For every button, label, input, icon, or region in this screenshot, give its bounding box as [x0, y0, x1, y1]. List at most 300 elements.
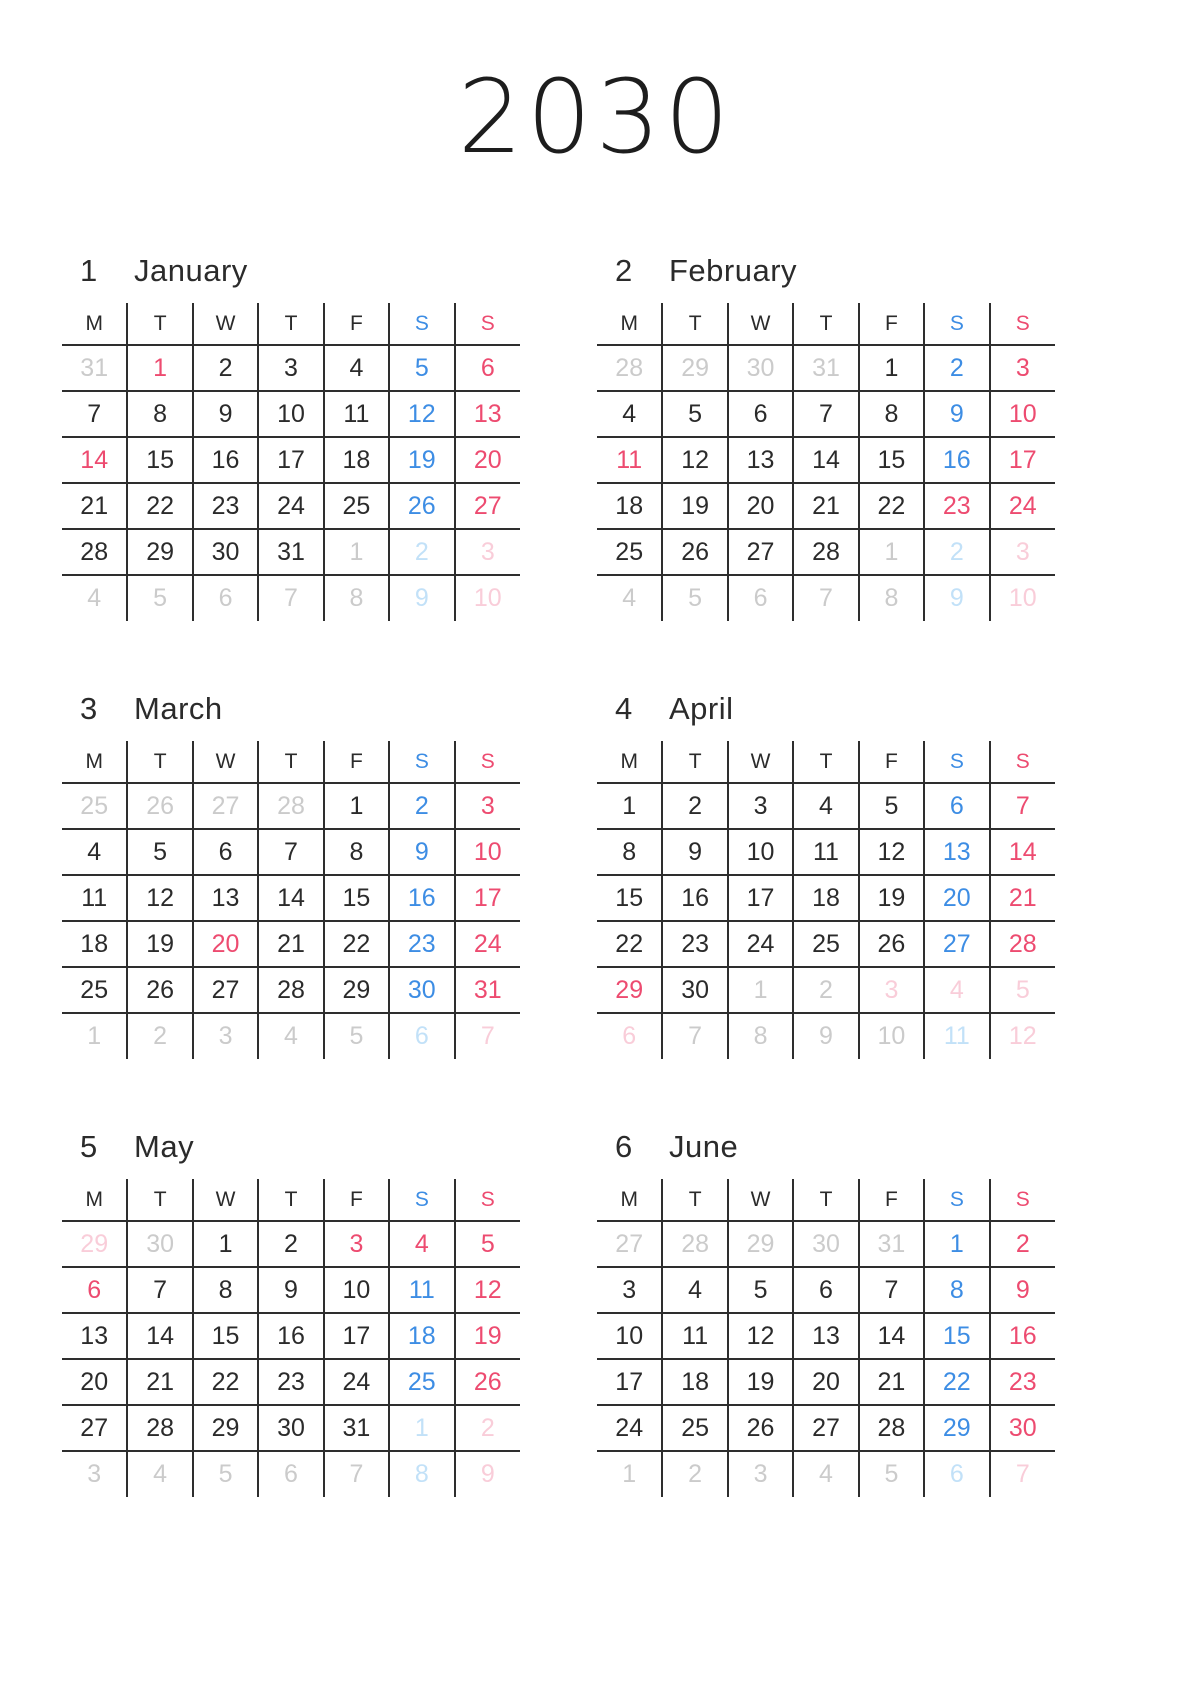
weekday-header: S — [924, 1179, 989, 1221]
month-weeks — [597, 1221, 1055, 1497]
weekday-header: S — [924, 303, 989, 345]
day-cell: 14 — [62, 437, 127, 483]
weekday-header: S — [990, 741, 1055, 783]
weekday-header-row — [62, 303, 520, 345]
month-name: April — [669, 691, 734, 726]
day-cell: 20 — [62, 1359, 127, 1405]
day-cell: 1 — [324, 529, 389, 575]
day-cell: 4 — [924, 967, 989, 1013]
day-cell: 28 — [258, 967, 323, 1013]
day-cell: 29 — [662, 345, 727, 391]
month-june — [597, 1129, 1055, 1497]
day-cell: 13 — [793, 1313, 858, 1359]
day-cell: 23 — [990, 1359, 1055, 1405]
week-row — [62, 1359, 520, 1405]
week-row — [62, 529, 520, 575]
day-cell: 23 — [193, 483, 258, 529]
day-cell: 12 — [127, 875, 192, 921]
month-name: February — [669, 253, 798, 288]
day-cell: 27 — [193, 967, 258, 1013]
week-row — [597, 391, 1055, 437]
day-cell: 25 — [324, 483, 389, 529]
day-cell: 10 — [473, 584, 502, 612]
week-row — [597, 829, 1055, 875]
day-cell: 22 — [924, 1359, 989, 1405]
day-cell: 30 — [258, 1405, 323, 1451]
day-cell: 28 — [597, 345, 662, 391]
day-cell: 6 — [258, 1451, 323, 1497]
day-cell: 22 — [597, 921, 662, 967]
day-cell: 10 — [728, 829, 793, 875]
day-cell: 26 — [662, 529, 727, 575]
day-cell: 18 — [793, 875, 858, 921]
day-cell: 10 — [455, 829, 520, 875]
weekday-header: W — [728, 303, 793, 345]
week-row — [62, 345, 520, 391]
day-cell: 9 — [990, 1267, 1055, 1313]
day-cell: 2 — [662, 783, 727, 829]
day-cell: 22 — [859, 483, 924, 529]
day-cell: 4 — [662, 1267, 727, 1313]
day-cell: 28 — [62, 529, 127, 575]
day-cell: 7 — [793, 575, 858, 621]
day-cell: 10 — [324, 1267, 389, 1313]
day-cell: 7 — [62, 391, 127, 437]
day-cell: 28 — [662, 1221, 727, 1267]
day-cell: 5 — [662, 391, 727, 437]
day-cell: 23 — [924, 483, 989, 529]
day-cell: 6 — [793, 1267, 858, 1313]
day-cell: 4 — [793, 783, 858, 829]
day-cell: 5 — [662, 575, 727, 621]
day-cell: 4 — [324, 345, 389, 391]
month-table — [597, 741, 1055, 1059]
day-cell: 9 — [389, 829, 454, 875]
week-row — [597, 345, 1055, 391]
day-cell: 4 — [597, 575, 662, 621]
week-row — [597, 483, 1055, 529]
day-cell: 23 — [258, 1359, 323, 1405]
weekday-header: S — [455, 741, 520, 783]
day-cell: 6 — [728, 391, 793, 437]
weekday-header-row — [597, 303, 1055, 345]
day-cell: 24 — [728, 921, 793, 967]
day-cell: 21 — [127, 1359, 192, 1405]
day-cell: 15 — [859, 437, 924, 483]
day-cell: 14 — [859, 1313, 924, 1359]
day-cell: 30 — [793, 1221, 858, 1267]
day-cell: 7 — [324, 1451, 389, 1497]
day-cell: 8 — [324, 575, 389, 621]
month-february — [597, 253, 1055, 621]
day-cell: 21 — [859, 1359, 924, 1405]
day-cell: 8 — [728, 1013, 793, 1059]
day-cell: 18 — [662, 1359, 727, 1405]
weekday-header: T — [258, 741, 323, 783]
month-title — [62, 253, 520, 289]
weekday-header: F — [324, 303, 389, 345]
weekday-header: T — [258, 303, 323, 345]
day-cell: 27 — [793, 1405, 858, 1451]
week-row — [597, 1013, 1055, 1059]
day-cell: 14 — [127, 1313, 192, 1359]
day-cell: 1 — [324, 783, 389, 829]
weekday-header: F — [324, 1179, 389, 1221]
weekday-header: S — [990, 1179, 1055, 1221]
day-cell: 2 — [924, 345, 989, 391]
day-cell: 27 — [728, 529, 793, 575]
weekday-header: W — [193, 303, 258, 345]
day-cell: 19 — [127, 921, 192, 967]
week-row — [62, 575, 520, 621]
week-row — [62, 1267, 520, 1313]
week-row — [597, 1451, 1055, 1497]
day-cell: 11 — [924, 1013, 989, 1059]
day-cell: 10 — [258, 391, 323, 437]
day-cell: 16 — [924, 437, 989, 483]
day-cell: 19 — [728, 1359, 793, 1405]
day-cell: 25 — [389, 1359, 454, 1405]
day-cell: 2 — [793, 967, 858, 1013]
day-cell: 14 — [990, 829, 1055, 875]
week-row — [62, 921, 520, 967]
day-cell: 7 — [1015, 1460, 1030, 1488]
day-cell: 26 — [728, 1405, 793, 1451]
day-cell: 19 — [662, 483, 727, 529]
day-cell: 2 — [455, 1405, 520, 1451]
day-cell: 3 — [324, 1221, 389, 1267]
day-cell: 21 — [990, 875, 1055, 921]
day-cell: 7 — [990, 783, 1055, 829]
weekday-header: W — [728, 741, 793, 783]
week-row — [597, 921, 1055, 967]
day-cell: 15 — [924, 1313, 989, 1359]
day-cell: 3 — [990, 529, 1055, 575]
day-cell: 18 — [324, 437, 389, 483]
day-cell: 6 — [924, 1451, 989, 1497]
week-row — [62, 829, 520, 875]
day-cell: 20 — [193, 921, 258, 967]
weekday-header: T — [793, 1179, 858, 1221]
day-cell: 11 — [324, 391, 389, 437]
day-cell: 14 — [793, 437, 858, 483]
day-cell: 25 — [662, 1405, 727, 1451]
day-cell: 30 — [127, 1221, 192, 1267]
day-cell: 24 — [597, 1405, 662, 1451]
weekday-header: M — [62, 741, 127, 783]
day-cell: 16 — [389, 875, 454, 921]
month-table — [597, 1179, 1055, 1497]
day-cell: 2 — [389, 783, 454, 829]
day-cell: 12 — [728, 1313, 793, 1359]
day-cell: 14 — [258, 875, 323, 921]
day-cell: 26 — [389, 483, 454, 529]
weekday-header: T — [258, 1179, 323, 1221]
day-cell: 25 — [793, 921, 858, 967]
months-grid — [62, 253, 1191, 1497]
day-cell: 6 — [193, 829, 258, 875]
day-cell: 8 — [127, 391, 192, 437]
day-cell: 3 — [728, 783, 793, 829]
day-cell: 2 — [662, 1451, 727, 1497]
day-cell: 15 — [193, 1313, 258, 1359]
month-number: 1 — [80, 253, 98, 288]
day-cell: 16 — [258, 1313, 323, 1359]
weekday-header-row — [597, 1179, 1055, 1221]
week-row — [62, 1013, 520, 1059]
day-cell: 8 — [193, 1267, 258, 1313]
month-january — [62, 253, 520, 621]
day-cell: 7 — [258, 829, 323, 875]
day-cell: 7 — [859, 1267, 924, 1313]
day-cell: 6 — [597, 1013, 662, 1059]
day-cell: 13 — [62, 1313, 127, 1359]
day-cell: 19 — [455, 1313, 520, 1359]
day-cell: 24 — [990, 483, 1055, 529]
day-cell: 11 — [389, 1267, 454, 1313]
day-cell: 5 — [859, 1451, 924, 1497]
day-cell: 1 — [193, 1221, 258, 1267]
day-cell: 20 — [728, 483, 793, 529]
day-cell: 5 — [193, 1451, 258, 1497]
day-cell: 18 — [389, 1313, 454, 1359]
day-cell: 21 — [793, 483, 858, 529]
day-cell: 3 — [193, 1013, 258, 1059]
day-cell: 12 — [1008, 1022, 1037, 1050]
day-cell: 5 — [990, 967, 1055, 1013]
day-cell: 7 — [127, 1267, 192, 1313]
day-cell: 10 — [597, 1313, 662, 1359]
month-title — [597, 691, 1055, 727]
day-cell: 9 — [193, 391, 258, 437]
day-cell: 8 — [859, 575, 924, 621]
day-cell: 9 — [793, 1013, 858, 1059]
day-cell: 8 — [389, 1451, 454, 1497]
day-cell: 11 — [793, 829, 858, 875]
month-table — [62, 741, 520, 1059]
month-number: 6 — [615, 1129, 633, 1164]
day-cell: 23 — [389, 921, 454, 967]
day-cell: 28 — [258, 783, 323, 829]
weekday-header: M — [62, 303, 127, 345]
day-cell: 4 — [62, 829, 127, 875]
week-row — [62, 783, 520, 829]
day-cell: 13 — [728, 437, 793, 483]
day-cell: 30 — [662, 967, 727, 1013]
day-cell: 9 — [924, 575, 989, 621]
month-name: June — [669, 1129, 739, 1164]
week-row — [597, 575, 1055, 621]
day-cell: 4 — [597, 391, 662, 437]
weekday-header: T — [793, 303, 858, 345]
day-cell: 20 — [455, 437, 520, 483]
weekday-header: T — [662, 1179, 727, 1221]
weekday-header: M — [597, 1179, 662, 1221]
day-cell: 10 — [1008, 584, 1037, 612]
day-cell: 1 — [728, 967, 793, 1013]
day-cell: 3 — [597, 1267, 662, 1313]
month-number: 2 — [615, 253, 633, 288]
day-cell: 28 — [990, 921, 1055, 967]
day-cell: 16 — [990, 1313, 1055, 1359]
month-table — [597, 303, 1055, 621]
day-cell: 6 — [924, 783, 989, 829]
day-cell: 13 — [193, 875, 258, 921]
month-name: May — [134, 1129, 195, 1164]
day-cell: 5 — [728, 1267, 793, 1313]
month-march — [62, 691, 520, 1059]
day-cell: 17 — [455, 875, 520, 921]
week-row — [597, 1313, 1055, 1359]
day-cell: 30 — [728, 345, 793, 391]
day-cell: 9 — [389, 575, 454, 621]
week-row — [597, 1267, 1055, 1313]
day-cell: 29 — [728, 1221, 793, 1267]
week-row — [62, 1405, 520, 1451]
day-cell: 17 — [990, 437, 1055, 483]
weekday-header: T — [127, 741, 192, 783]
day-cell: 26 — [127, 783, 192, 829]
day-cell: 31 — [859, 1221, 924, 1267]
weekday-header: F — [859, 303, 924, 345]
month-title — [597, 1129, 1055, 1165]
day-cell: 28 — [793, 529, 858, 575]
month-number: 3 — [80, 691, 98, 726]
week-row — [597, 967, 1055, 1013]
week-row — [62, 1313, 520, 1359]
week-row — [62, 1221, 520, 1267]
day-cell: 29 — [924, 1405, 989, 1451]
day-cell: 30 — [193, 529, 258, 575]
day-cell: 5 — [389, 345, 454, 391]
day-cell: 31 — [793, 345, 858, 391]
day-cell: 3 — [455, 529, 520, 575]
day-cell: 11 — [62, 875, 127, 921]
day-cell: 7 — [480, 1022, 495, 1050]
day-cell: 29 — [127, 529, 192, 575]
day-cell: 4 — [258, 1013, 323, 1059]
month-weeks — [62, 1221, 520, 1497]
day-cell: 7 — [258, 575, 323, 621]
day-cell: 2 — [258, 1221, 323, 1267]
day-cell: 24 — [324, 1359, 389, 1405]
day-cell: 27 — [193, 783, 258, 829]
day-cell: 18 — [62, 921, 127, 967]
day-cell: 8 — [597, 829, 662, 875]
day-cell: 6 — [455, 345, 520, 391]
weekday-header: S — [389, 1179, 454, 1221]
weekday-header-row — [62, 1179, 520, 1221]
day-cell: 1 — [924, 1221, 989, 1267]
week-row — [597, 875, 1055, 921]
month-table — [62, 303, 520, 621]
weekday-header: F — [859, 741, 924, 783]
weekday-header: T — [793, 741, 858, 783]
day-cell: 21 — [62, 483, 127, 529]
weekday-header: S — [924, 741, 989, 783]
week-row — [597, 529, 1055, 575]
day-cell: 25 — [62, 783, 127, 829]
day-cell: 4 — [389, 1221, 454, 1267]
day-cell: 2 — [193, 345, 258, 391]
week-row — [62, 437, 520, 483]
weekday-header: T — [127, 303, 192, 345]
day-cell: 26 — [859, 921, 924, 967]
weekday-header: S — [990, 303, 1055, 345]
week-row — [62, 967, 520, 1013]
day-cell: 21 — [258, 921, 323, 967]
month-number: 4 — [615, 691, 633, 726]
weekday-header: M — [597, 303, 662, 345]
weekday-header: T — [662, 303, 727, 345]
day-cell: 19 — [389, 437, 454, 483]
day-cell: 3 — [455, 783, 520, 829]
weekday-header-row — [597, 741, 1055, 783]
day-cell: 18 — [597, 483, 662, 529]
day-cell: 29 — [62, 1221, 127, 1267]
day-cell: 1 — [389, 1405, 454, 1451]
day-cell: 4 — [127, 1451, 192, 1497]
month-weeks — [597, 783, 1055, 1059]
week-row — [597, 1221, 1055, 1267]
day-cell: 29 — [597, 967, 662, 1013]
weekday-header: S — [389, 303, 454, 345]
month-title — [62, 691, 520, 727]
day-cell: 30 — [389, 967, 454, 1013]
month-name: March — [134, 691, 223, 726]
day-cell: 9 — [924, 391, 989, 437]
day-cell: 5 — [455, 1221, 520, 1267]
day-cell: 16 — [662, 875, 727, 921]
week-row — [597, 783, 1055, 829]
day-cell: 5 — [324, 1013, 389, 1059]
day-cell: 29 — [193, 1405, 258, 1451]
day-cell: 10 — [859, 1013, 924, 1059]
day-cell: 28 — [859, 1405, 924, 1451]
day-cell: 13 — [455, 391, 520, 437]
weekday-header: W — [728, 1179, 793, 1221]
day-cell: 20 — [924, 875, 989, 921]
day-cell: 12 — [859, 829, 924, 875]
month-title — [62, 1129, 520, 1165]
weekday-header: M — [62, 1179, 127, 1221]
day-cell: 6 — [62, 1267, 127, 1313]
day-cell: 17 — [597, 1359, 662, 1405]
day-cell: 2 — [924, 529, 989, 575]
day-cell: 2 — [990, 1221, 1055, 1267]
day-cell: 15 — [597, 875, 662, 921]
day-cell: 8 — [324, 829, 389, 875]
day-cell: 30 — [990, 1405, 1055, 1451]
weekday-header-row — [62, 741, 520, 783]
day-cell: 26 — [455, 1359, 520, 1405]
day-cell: 27 — [597, 1221, 662, 1267]
week-row — [62, 483, 520, 529]
weekday-header: F — [859, 1179, 924, 1221]
year-title: 2030 — [457, 58, 734, 177]
day-cell: 22 — [324, 921, 389, 967]
day-cell: 12 — [455, 1267, 520, 1313]
day-cell: 20 — [793, 1359, 858, 1405]
day-cell: 3 — [990, 345, 1055, 391]
weekday-header: S — [455, 303, 520, 345]
day-cell: 27 — [62, 1405, 127, 1451]
weekday-header: M — [597, 741, 662, 783]
day-cell: 3 — [62, 1451, 127, 1497]
day-cell: 9 — [258, 1267, 323, 1313]
weekday-header: W — [193, 1179, 258, 1221]
day-cell: 15 — [324, 875, 389, 921]
